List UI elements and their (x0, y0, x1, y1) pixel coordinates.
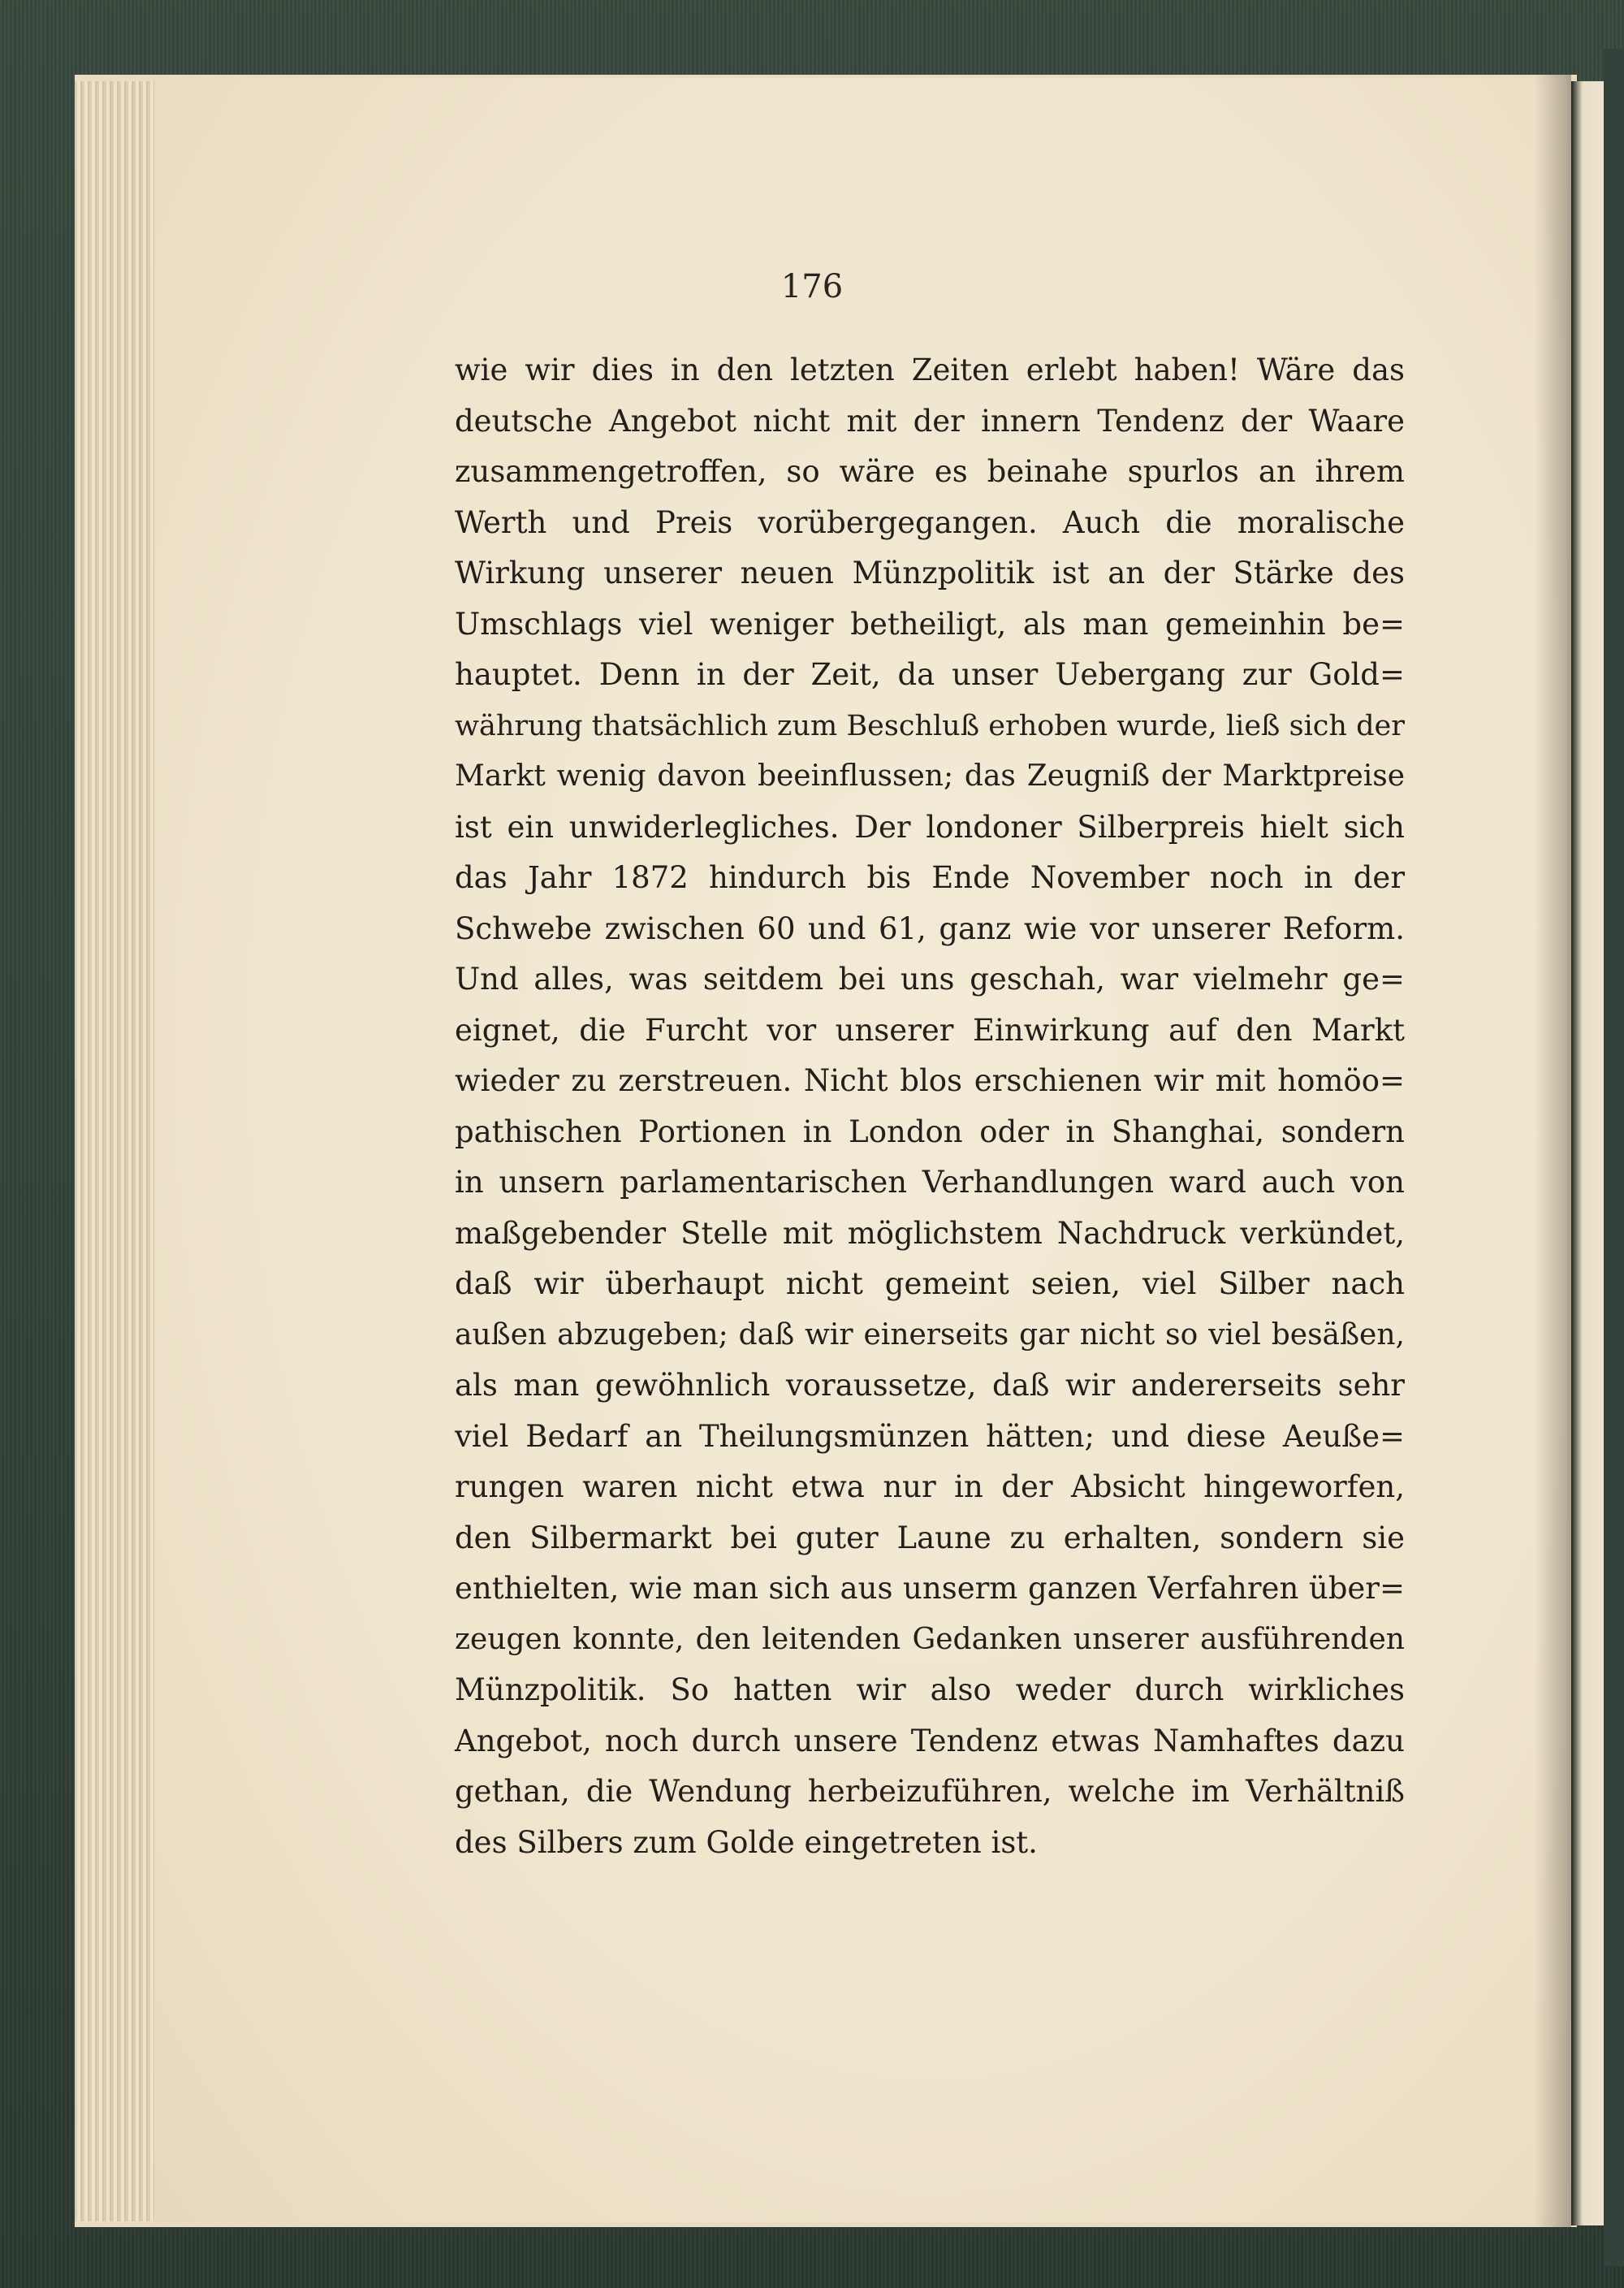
text-line: rungen waren nicht etwa nur in der Absicht hingeworfen, (455, 1469, 1405, 1504)
text-line: Münzpolitik. So hatten wir also weder durch wirkliches (455, 1672, 1405, 1707)
text-line: enthielten, wie man sich aus unserm ganzen Verfahren über= (455, 1571, 1405, 1606)
text-line: eignet, die Furcht vor unserer Einwirkung auf den Markt (455, 1012, 1405, 1048)
text-line: Umschlags viel weniger betheiligt, als man gemeinhin be= (455, 606, 1405, 642)
text-line: Wirkung unserer neuen Münzpolitik ist an der Stärke des (455, 556, 1405, 590)
text-line: Schwebe zwischen 60 und 61, ganz wie vor unserer Reform. (455, 910, 1405, 946)
text-line: den Silbermarkt bei guter Laune zu erhalten, sondern sie (455, 1520, 1405, 1555)
text-line: maßgebender Stelle mit möglichstem Nachdruck verkündet, (455, 1215, 1405, 1251)
text-line: Angebot, noch durch unsere Tendenz etwas Namhaftes dazu (455, 1723, 1405, 1758)
page-number: 176 (780, 268, 844, 305)
gutter-shadow (1535, 75, 1571, 2227)
text-line: zusammengetroffen, so wäre es beinahe spurlos an ihrem (455, 454, 1405, 489)
text-line: ist ein unwiderlegliches. Der londoner Silberpreis hielt sich (455, 809, 1405, 845)
text-line: Und alles, was seitdem bei uns geschah, war vielmehr ge= (455, 962, 1405, 997)
text-line: daß wir überhaupt nicht gemeint seien, viel Silber nach (455, 1266, 1405, 1301)
text-line: gethan, die Wendung herbeizuführen, welche im Verhältniß (455, 1774, 1405, 1809)
text-line: als man gewöhnlich voraussetze, daß wir andererseits sehr (455, 1368, 1405, 1403)
text-line: hauptet. Denn in der Zeit, da unser Uebergang zur Gold= (455, 657, 1405, 692)
text-line-last: des Silbers zum Golde eingetreten ist. (455, 1824, 1038, 1860)
text-line: außen abzugeben; daß wir einerseits gar nicht so viel besäßen, (455, 1317, 1405, 1352)
text-line: zeugen konnte, den leitenden Gedanken unserer ausführenden (455, 1622, 1405, 1656)
text-line: wie wir dies in den letzten Zeiten erlebt haben! Wäre das (455, 352, 1405, 387)
text-line: deutsche Angebot nicht mit der innern Tendenz der Waare (455, 403, 1405, 439)
text-line: wieder zu zerstreuen. Nicht blos erschienen wir mit homöo= (455, 1063, 1405, 1098)
text-line: viel Bedarf an Theilungsmünzen hätten; und diese Aeuße= (455, 1418, 1405, 1454)
text-line: Markt wenig davon beeinflussen; das Zeugniß der Marktpreise (455, 759, 1405, 793)
next-page-edge (1571, 81, 1604, 2225)
text-line: währung thatsächlich zum Beschluß erhoben wurde, ließ sich der (455, 709, 1405, 742)
body-text (455, 345, 1405, 1868)
book-cover-edge (1604, 49, 1624, 2266)
text-line: Werth und Preis vorübergegangen. Auch die moralische (455, 504, 1405, 540)
text-line: das Jahr 1872 hindurch bis Ende November noch in der (455, 860, 1405, 895)
text-line: pathischen Portionen in London oder in Shanghai, sondern (455, 1114, 1405, 1149)
text-line: in unsern parlamentarischen Verhandlungen ward auch von (455, 1165, 1405, 1200)
